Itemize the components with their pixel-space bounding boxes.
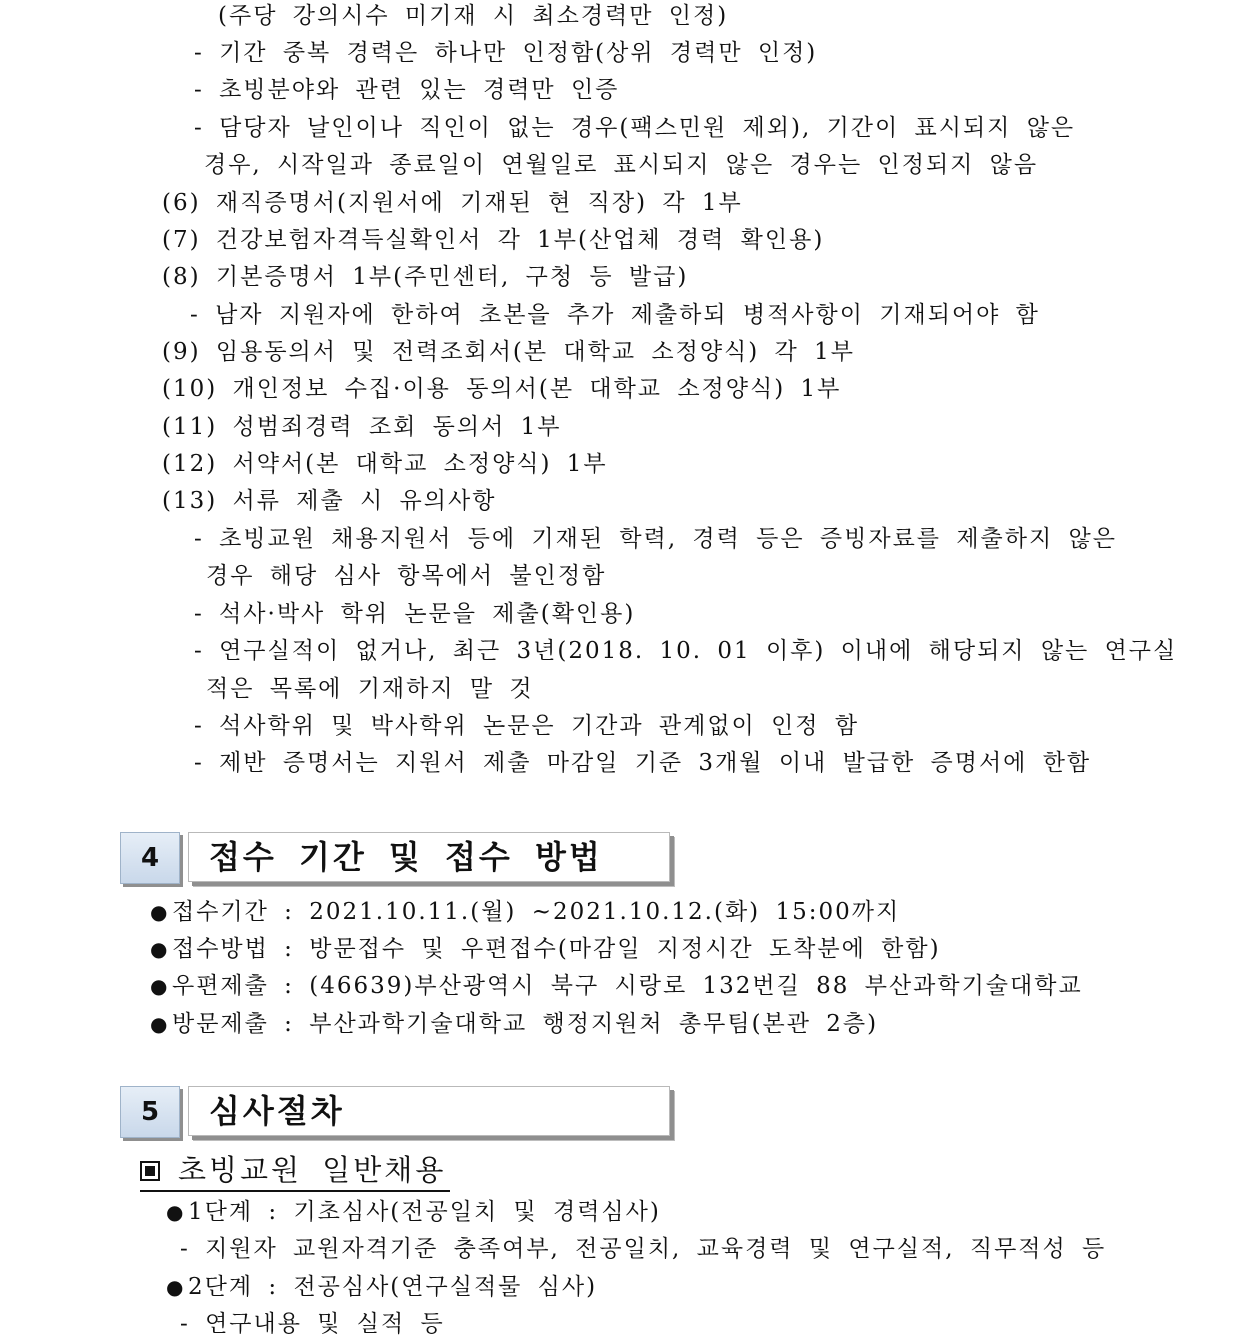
bullet-icon: ● xyxy=(166,1275,186,1299)
text-line: - 남자 지원자에 한하여 초본을 추가 제출하되 병적사항이 기재되어야 함 xyxy=(190,302,1040,328)
text-line: 적은 목록에 기재하지 말 것 xyxy=(206,676,534,702)
text-line: (주당 강의시수 미기재 시 최소경력만 인정) xyxy=(218,3,729,29)
text-line: (6) 재직증명서(지원서에 기재된 현 직장) 각 1부 xyxy=(162,190,743,216)
text-line: (8) 기본증명서 1부(주민센터, 구청 등 발급) xyxy=(162,264,689,290)
text-line: - 초빙교원 채용지원서 등에 기재된 학력, 경력 등은 증빙자료를 제출하지 않은 xyxy=(194,526,1117,552)
text-line: - 석사·박사 학위 논문을 제출(확인용) xyxy=(194,601,636,627)
list-item-text: 접수방법 : 방문접수 및 우편접수(마감일 지정시간 도착분에 한함) xyxy=(172,936,941,962)
list-item xyxy=(150,933,941,965)
text-line: - 연구실적이 없거나, 최근 3년(2018. 10. 01 이후) 이내에 해당되지 않는 연구실 xyxy=(194,638,1178,664)
list-item xyxy=(150,896,900,928)
list-item xyxy=(150,970,1083,1002)
text-line: - 석사학위 및 박사학위 논문은 기간과 관계없이 인정 함 xyxy=(194,713,860,739)
text-line: - 연구내용 및 실적 등 xyxy=(180,1311,445,1337)
text-line: - 초빙분야와 관련 있는 경력만 인증 xyxy=(194,77,620,103)
list-item xyxy=(166,1271,597,1303)
text-line: - 지원자 교원자격기준 충족여부, 전공일치, 교육경력 및 연구실적, 직무적성 등 xyxy=(180,1236,1107,1262)
bullet-icon: ● xyxy=(150,900,170,924)
subheading xyxy=(140,1150,450,1192)
list-item-text: 1단계 : 기초심사(전공일치 및 경력심사) xyxy=(188,1199,661,1225)
section-title: 심사절차 xyxy=(188,1086,670,1136)
bullet-icon: ● xyxy=(150,974,170,998)
list-item-text: 방문제출 : 부산과학기술대학교 행정지원처 총무팀(본관 2층) xyxy=(172,1011,879,1037)
text-line: - 기간 중복 경력은 하나만 인정함(상위 경력만 인정) xyxy=(194,40,818,66)
bullet-icon: ● xyxy=(150,937,170,961)
text-line: (7) 건강보험자격득실확인서 각 1부(산업체 경력 확인용) xyxy=(162,227,825,253)
list-item-text: 접수기간 : 2021.10.11.(월) ~2021.10.12.(화) 15:00까지 xyxy=(172,899,901,925)
section-number: 5 xyxy=(120,1086,180,1138)
text-line: (9) 임용동의서 및 전력조회서(본 대학교 소정양식) 각 1부 xyxy=(162,339,855,365)
subheading-text: 초빙교원 일반채용 xyxy=(178,1153,447,1187)
text-line: (11) 성범죄경력 조회 동의서 1부 xyxy=(162,414,562,440)
text-line: 경우 해당 심사 항목에서 불인정함 xyxy=(206,563,607,589)
text-line: (13) 서류 제출 시 유의사항 xyxy=(162,488,497,514)
bullet-icon: ● xyxy=(150,1012,170,1036)
section-number: 4 xyxy=(120,832,180,884)
text-line: (12) 서약서(본 대학교 소정양식) 1부 xyxy=(162,451,608,477)
bullet-icon: ● xyxy=(166,1200,186,1224)
text-line: (10) 개인정보 수집·이용 동의서(본 대학교 소정양식) 1부 xyxy=(162,376,842,402)
list-item xyxy=(166,1196,661,1228)
list-item-text: 2단계 : 전공심사(연구실적물 심사) xyxy=(188,1274,598,1300)
filled-square-icon xyxy=(140,1161,160,1181)
text-line: 경우, 시작일과 종료일이 연월일로 표시되지 않은 경우는 인정되지 않음 xyxy=(204,152,1039,178)
list-item xyxy=(150,1008,878,1040)
section-title: 접수 기간 및 접수 방법 xyxy=(188,832,670,882)
list-item-text: 우편제출 : (46639)부산광역시 북구 시랑로 132번길 88 부산과학기술대학교 xyxy=(172,973,1083,999)
text-line: - 담당자 날인이나 직인이 없는 경우(팩스민원 제외), 기간이 표시되지 않은 xyxy=(194,115,1076,141)
text-line: - 제반 증명서는 지원서 제출 마감일 기준 3개월 이내 발급한 증명서에 한함 xyxy=(194,750,1092,776)
